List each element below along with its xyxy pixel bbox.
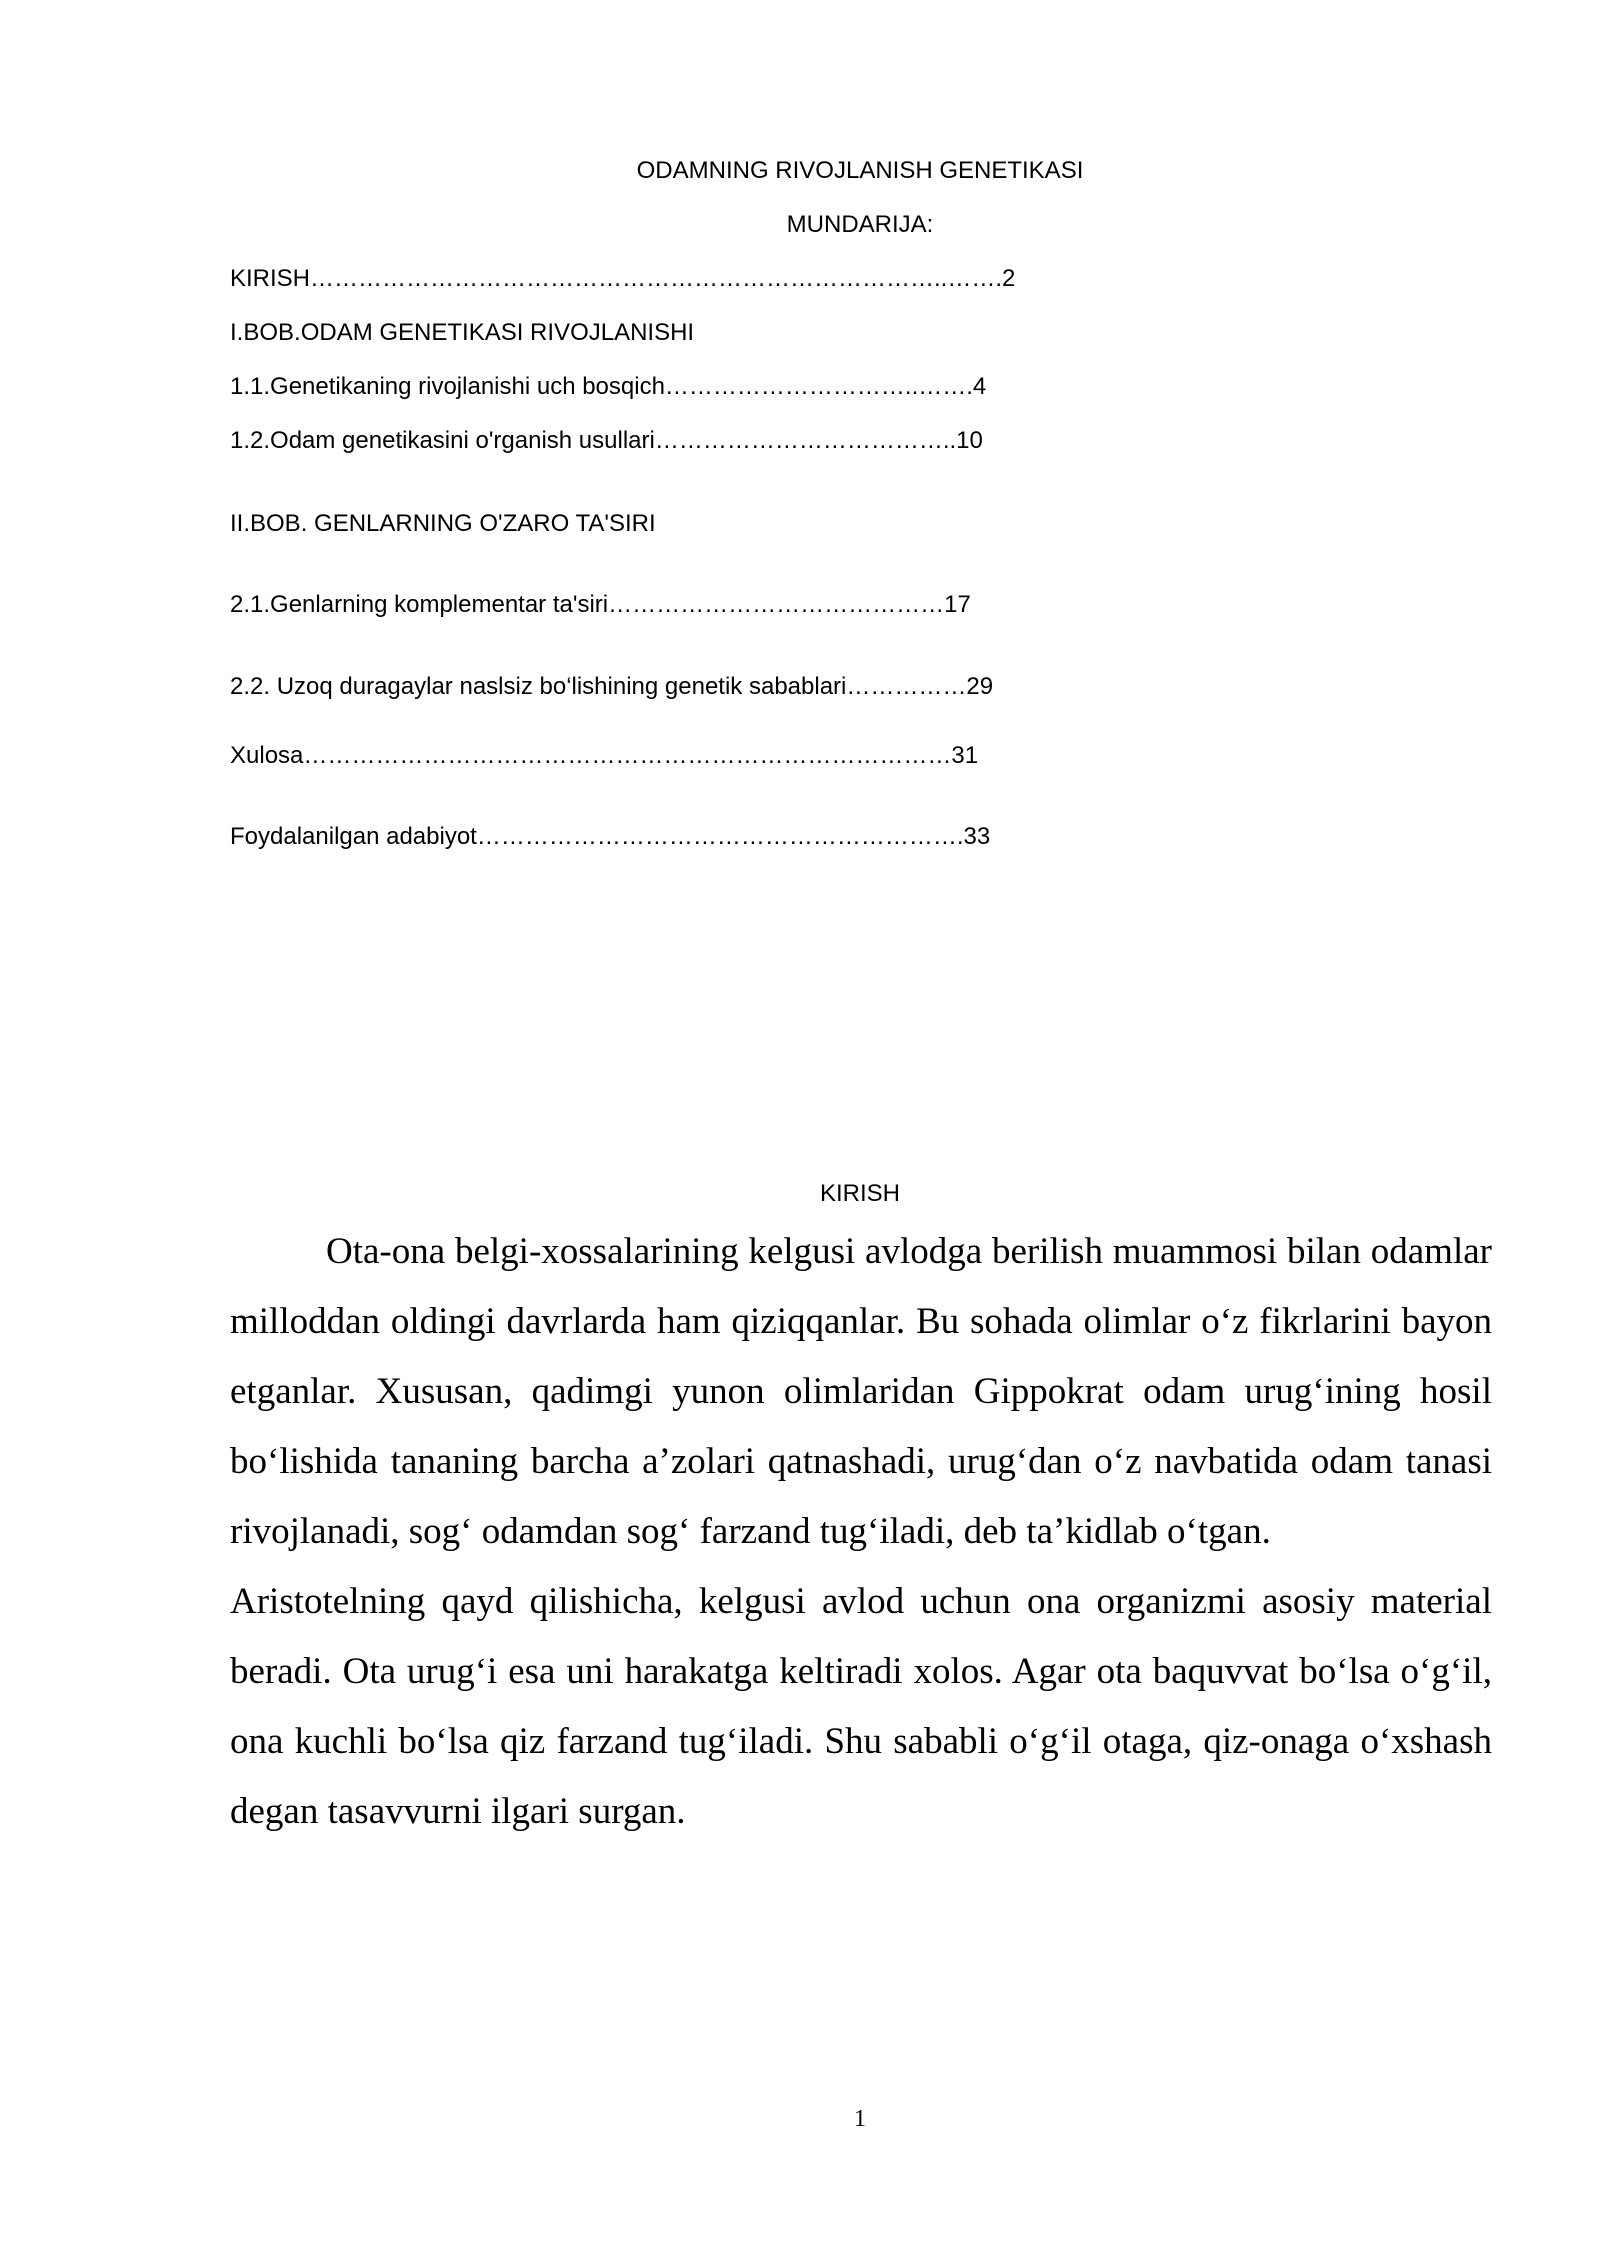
- toc-entry-kirish: KIRISH……………………………………………………………………..…….2: [230, 265, 1016, 292]
- paragraph-aristotel: Aristotelning qayd qilishicha, kelgusi avlod uchun ona organizmi asosiy material beradi. Ota urug‘i esa uni harakatga keltiradi xolos. Agar ota baquvvat bo‘lsa o‘g‘il, ona kuchli bo‘lsa qiz farzand tug‘iladi. Shu sababli o‘g‘il otaga, qiz-onaga o‘xshash degan tasavvurni ilgari surgan.: [230, 1581, 1492, 1832]
- toc-entry-2-1: 2.1.Genlarning komplementar ta'siri……………………………………17: [230, 591, 971, 618]
- toc-heading: MUNDARIJA:: [786, 211, 934, 238]
- document-title: ODAMNING RIVOJLANISH GENETIKASI: [636, 157, 1084, 184]
- paragraph-gippokrat: Ota-ona belgi-xossalarining kelgusi avlodga berilish muammosi bilan odamlar milloddan oldingi davrlarda ham qiziqqanlar. Bu sohada olimlar o‘z fikrlarini bayon etganlar. Xususan, qadimgi yunon olimlaridan Gippokrat odam urug‘ining hosil bo‘lishida tananing barcha a’zolari qatnashadi, urug‘dan o‘z navbatida odam tanasi rivojlanadi, sog‘ odamdan sog‘ farzand tug‘iladi, deb ta’kidlab o‘tgan.: [230, 1231, 1492, 1552]
- page-number: 1: [854, 2106, 866, 2132]
- toc-entry-1-2: 1.2.Odam genetikasini o'rganish usullari………………………………..10: [230, 427, 983, 454]
- toc-entry-adabiyot: Foydalanilgan adabiyot…………………………………………………….33: [230, 823, 991, 850]
- toc-entry-chapter-2: II.BOB. GENLARNING O'ZARO TA'SIRI: [230, 510, 656, 537]
- toc-entry-chapter-1: I.BOB.ODAM GENETIKASI RIVOJLANISHI: [230, 319, 695, 346]
- toc-entry-xulosa: Xulosa………………………………………………………………………31: [230, 742, 979, 769]
- section-heading-kirish: KIRISH: [819, 1180, 900, 1207]
- toc-entry-2-2: 2.2. Uzoq duragaylar naslsiz bo‘lishining genetik sabablari……………29: [230, 673, 994, 700]
- toc-entry-1-1: 1.1.Genetikaning rivojlanishi uch bosqich…………………………..…….4: [230, 373, 987, 400]
- body-text: [230, 1217, 1492, 1847]
